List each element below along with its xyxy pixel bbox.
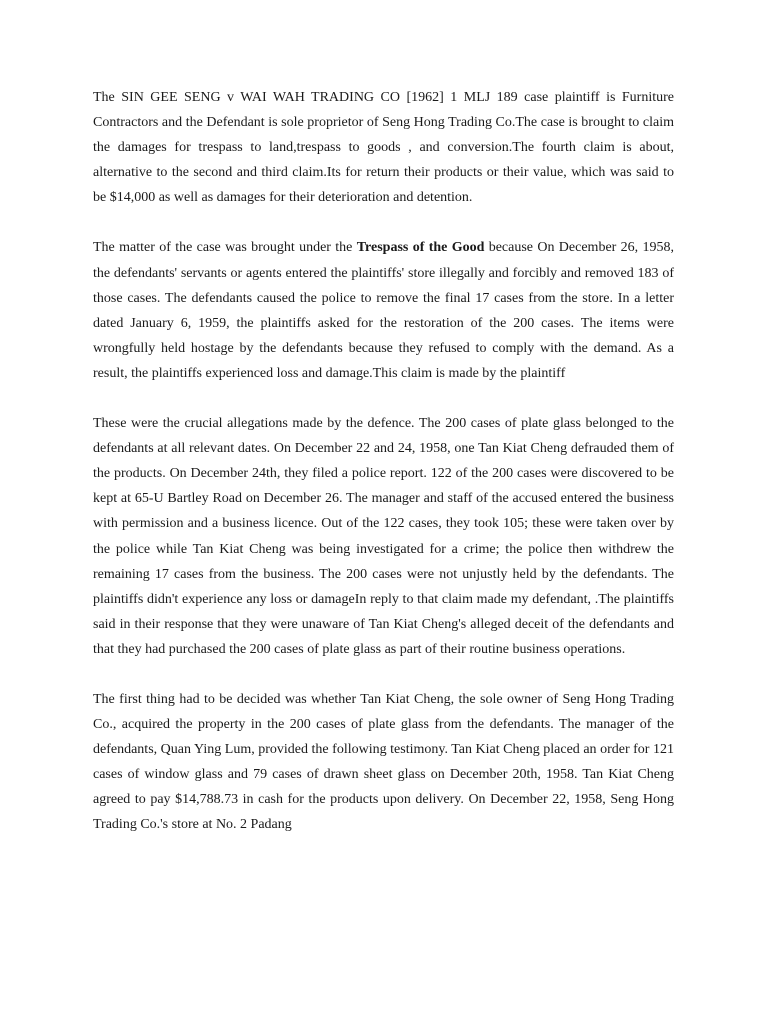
paragraph-trespass-claim-rest: because On December 26, 1958, the defendants' servants or agents entered the plaintiffs' store illegally and forcibly and removed 183 of those cases. The defendants caused the police to remove the final 17 cases from the store. In a letter dated January 6, 1959, the plaintiffs asked for the restoration of the 200 cases. The items were wrongfully held hostage by the defendants because they refused to comply with the demand. As a result, the plaintiffs experienced loss and damage.This claim is made by the plaintiff [93, 240, 675, 381]
document-body [93, 85, 674, 863]
paragraph-defence-allegations: These were the crucial allegations made by the defence. The 200 cases of plate glass belonged to the defendants at all relevant dates. On December 22 and 24, 1958, one Tan Kiat Cheng defrauded them of the products. On December 24th, they filed a police report. 122 of the 200 cases were discovered to be kept at 65-U Bartley Road on December 26. The manager and staff of the accused entered the business with permission and a business licence. Out of the 122 cases, they took 105; these were taken over by the police while Tan Kiat Cheng was being investigated for a crime; the police then withdrew the remaining 17 cases from the business. The 200 cases were not unjustly held by the defendants. The plaintiffs didn't experience any loss or damageIn reply to that claim made my defendant, .The plaintiffs said in their response that they were unaware of Tan Kiat Cheng's alleged deceit of the defendants and that they had purchased the 200 cases of plate glass as part of their routine business operations. [93, 416, 674, 657]
paragraph-trespass-claim [93, 235, 674, 386]
bold-term-trespass-of-the-good: Trespass of the Good [356, 240, 485, 256]
paragraph-trespass-claim-lead: The matter of the case was brought under the [93, 240, 357, 256]
paragraph-first-issue: The first thing had to be decided was whether Tan Kiat Cheng, the sole owner of Seng Hong Trading Co., acquired the property in the 200 cases of plate glass from the defendants. The manager of the defendants, Quan Ying Lum, provided the following testimony. Tan Kiat Cheng placed an order for 121 cases of window glass and 79 cases of drawn sheet glass on December 20th, 1958. Tan Kiat Cheng agreed to pay $14,788.73 in cash for the products upon delivery. On December 22, 1958, Seng Hong Trading Co.'s store at No. 2 Padang [93, 691, 674, 833]
paragraph-case-intro: The SIN GEE SENG v WAI WAH TRADING CO [1962] 1 MLJ 189 case plaintiff is Furniture Contractors and the Defendant is sole proprietor of Seng Hong Trading Co.The case is brought to claim the damages for trespass to land,trespass to goods , and conversion.The fourth claim is about, alternative to the second and third claim.Its for return their products or their value, which was said to be $14,000 as well as damages for their deterioration and detention. [93, 90, 674, 206]
